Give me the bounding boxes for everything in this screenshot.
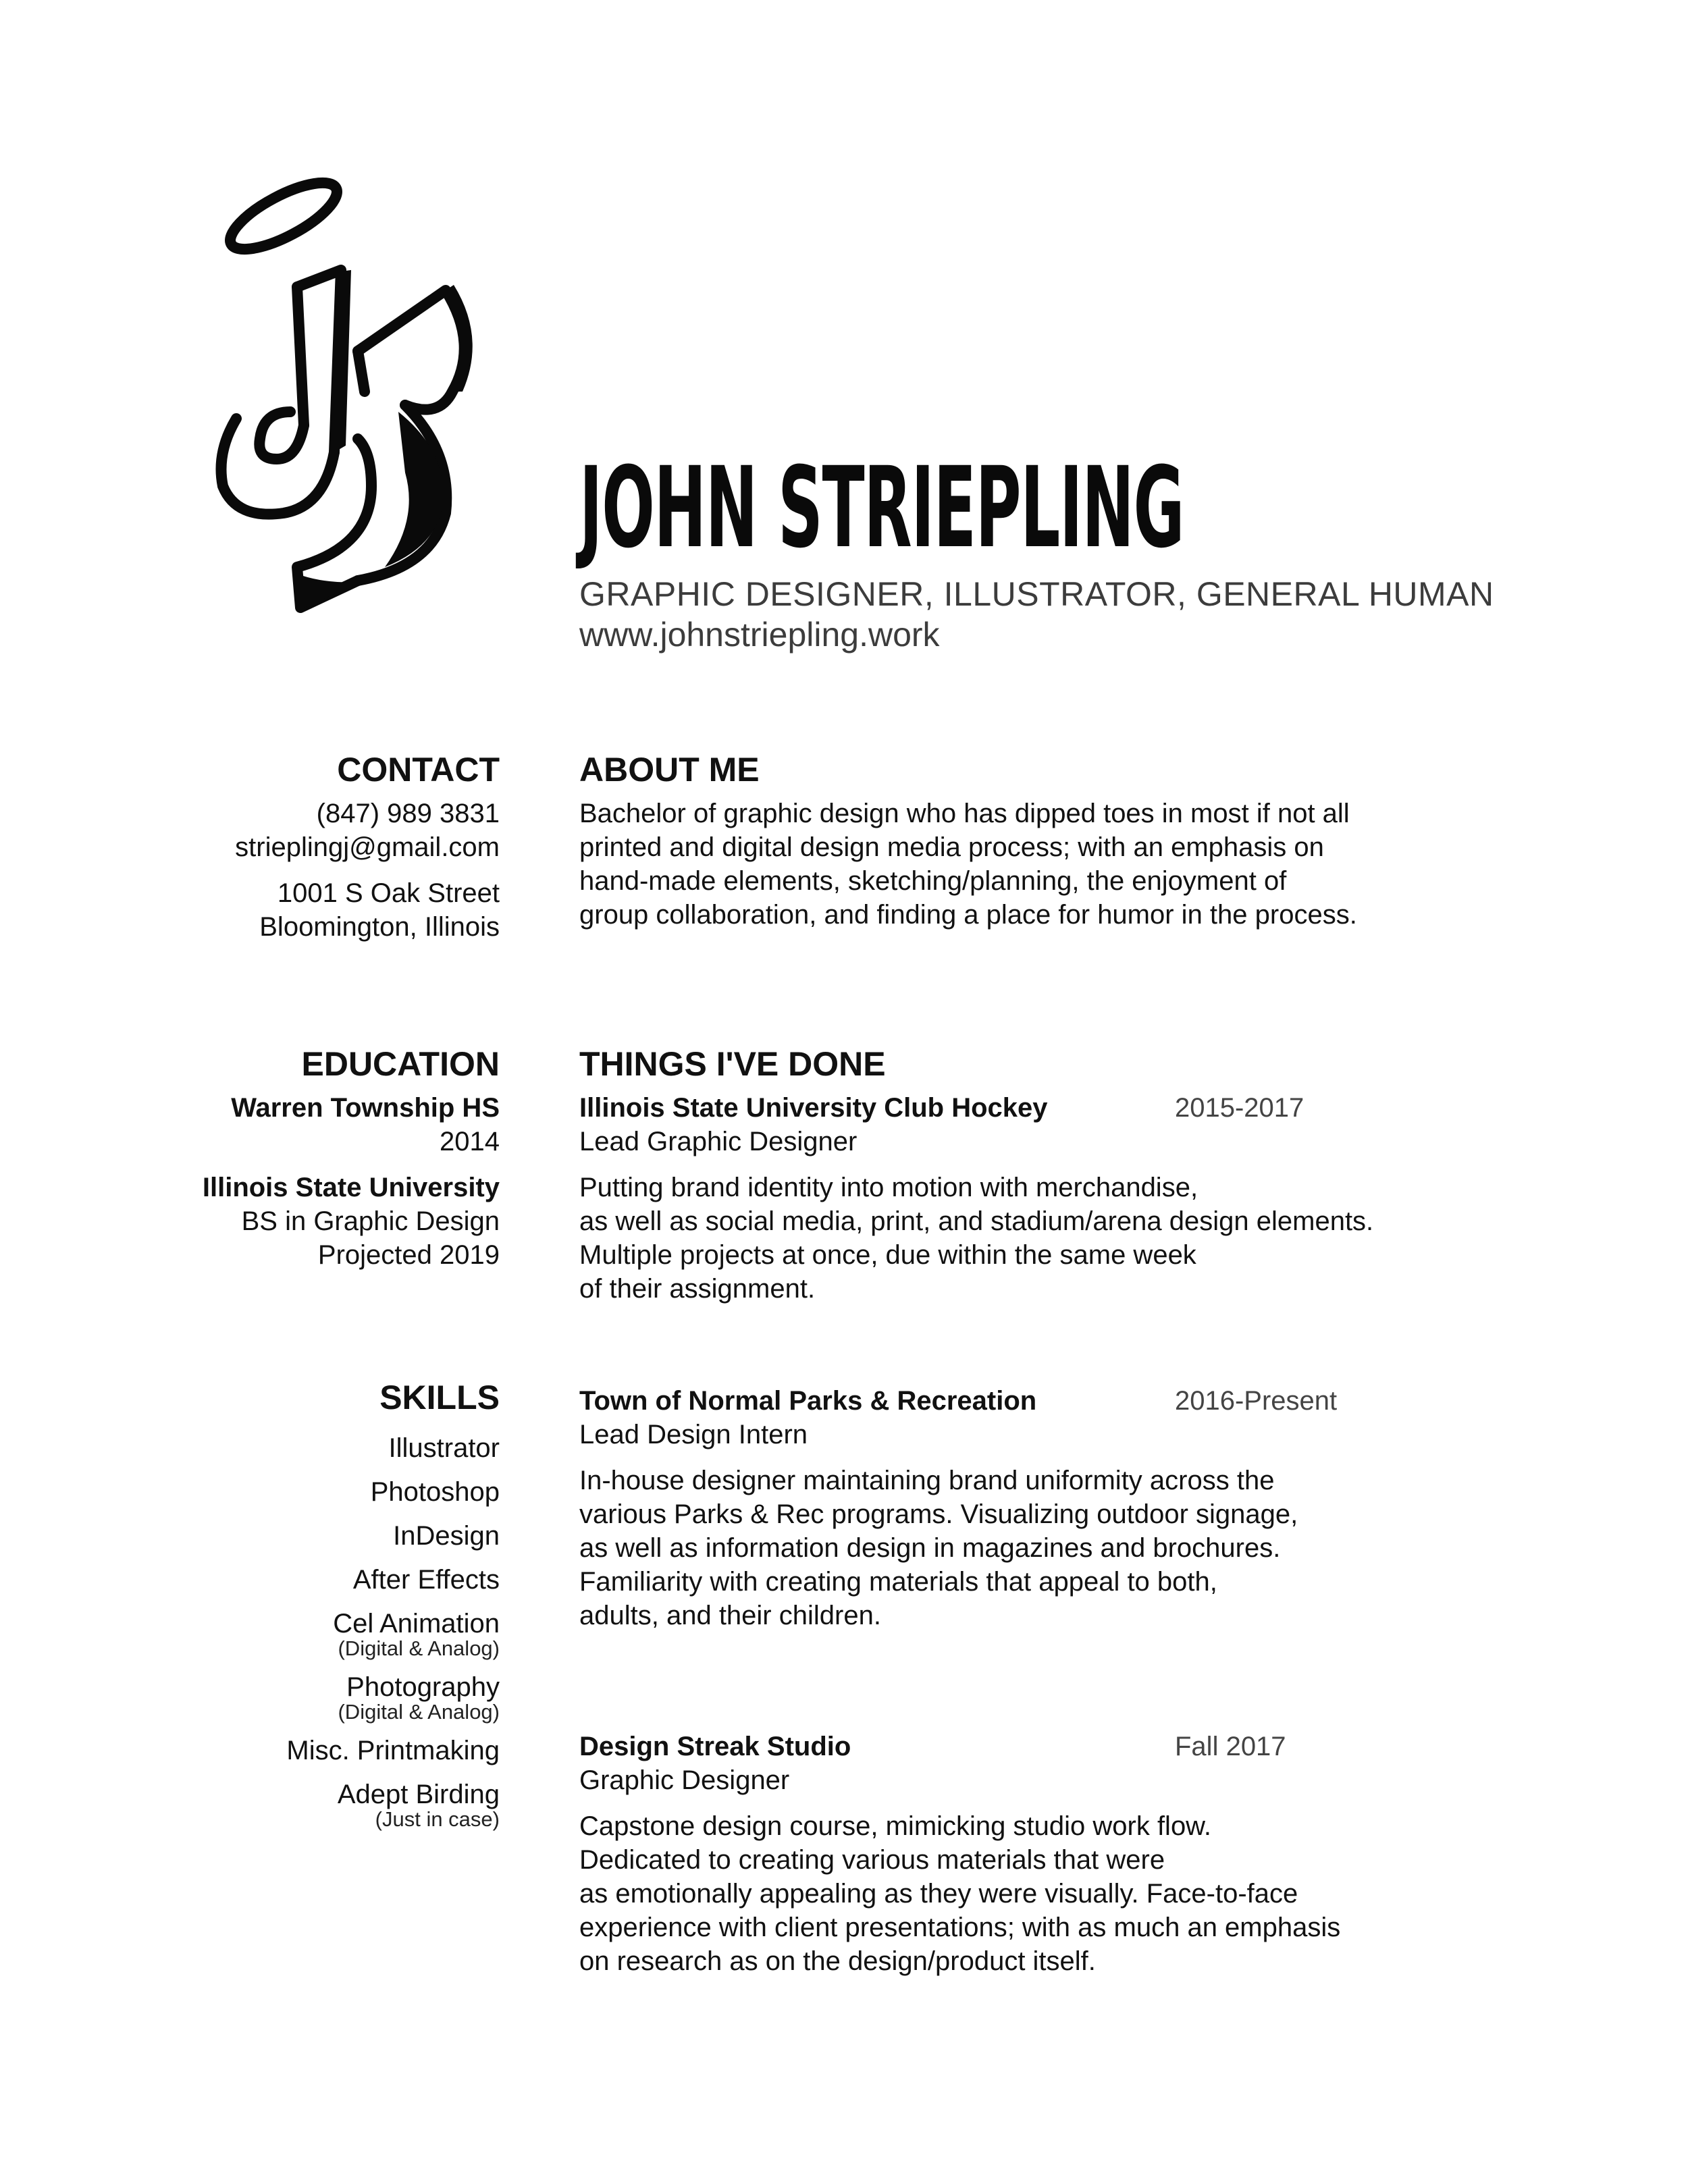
job-desc-line: experience with client presentations; with as much an emphasis — [579, 1913, 1341, 1942]
about-section — [579, 749, 1606, 932]
skill-item: Illustrator — [388, 1433, 500, 1463]
skill-note: (Digital & Analog) — [338, 1700, 500, 1724]
experience-section — [579, 1044, 1606, 1306]
about-line: hand-made elements, sketching/planning, the enjoyment of — [579, 866, 1287, 896]
js-monogram-logo — [203, 169, 513, 621]
skill-note: (Digital & Analog) — [338, 1636, 500, 1660]
education-section — [81, 1044, 500, 1272]
job-entry — [579, 1730, 1606, 1978]
contact-section — [81, 749, 500, 944]
job-role: Graphic Designer — [579, 1765, 790, 1795]
tagline: GRAPHIC DESIGNER, ILLUSTRATOR, GENERAL HUMAN — [579, 575, 1494, 613]
contact-heading: CONTACT — [337, 751, 500, 789]
job-dates: 2016-Present — [1175, 1386, 1338, 1416]
job-desc-line: Capstone design course, mimicking studio work flow. — [579, 1811, 1211, 1841]
school-name: Illinois State University — [202, 1173, 500, 1202]
job-desc-line: various Parks & Rec programs. Visualizing outdoor signage, — [579, 1499, 1298, 1529]
about-line: Bachelor of graphic design who has dipped toes in most if not all — [579, 799, 1350, 828]
school-detail: BS in Graphic Design — [241, 1206, 500, 1236]
skill-item: After Effects — [352, 1565, 500, 1595]
skill-item: Photography — [346, 1672, 500, 1702]
job-org: Town of Normal Parks & Recreation — [579, 1386, 1037, 1416]
skills-heading: SKILLS — [379, 1379, 500, 1416]
job-org: Illinois State University Club Hockey — [579, 1093, 1048, 1123]
contact-phone[interactable]: (847) 989 3831 — [316, 799, 500, 828]
job-desc-line: In-house designer maintaining brand uniformity across the — [579, 1466, 1275, 1495]
experience-heading: THINGS I'VE DONE — [579, 1045, 886, 1083]
education-heading: EDUCATION — [301, 1045, 500, 1083]
skill-item: Cel Animation — [333, 1609, 500, 1639]
job-org: Design Streak Studio — [579, 1732, 851, 1761]
person-name: JOHN STRIEPLING — [579, 443, 1184, 572]
about-line: group collaboration, and finding a place for humor in the process. — [579, 900, 1357, 930]
job-role: Lead Graphic Designer — [579, 1127, 858, 1156]
contact-address-line1: 1001 S Oak Street — [277, 878, 500, 908]
job-entry — [579, 1091, 1606, 1306]
contact-email[interactable]: strieplingj@gmail.com — [235, 832, 500, 862]
skill-item: Photoshop — [370, 1477, 500, 1507]
job-desc-line: Familiarity with creating materials that appeal to both, — [579, 1567, 1217, 1597]
skill-item: Misc. Printmaking — [286, 1736, 500, 1765]
job-dates: 2015-2017 — [1175, 1093, 1304, 1123]
job-role: Lead Design Intern — [579, 1420, 808, 1449]
job-desc-line: as well as social media, print, and stadium/arena design elements. — [579, 1206, 1374, 1236]
skill-note: (Just in case) — [375, 1807, 500, 1831]
job-desc-line: as well as information design in magazines and brochures. — [579, 1533, 1281, 1563]
website-link[interactable]: www.johnstriepling.work — [579, 616, 940, 654]
school-detail: Projected 2019 — [317, 1240, 500, 1270]
job-dates: Fall 2017 — [1175, 1732, 1286, 1761]
job-desc-line: Dedicated to creating various materials that were — [579, 1845, 1165, 1875]
job-desc-line: adults, and their children. — [579, 1601, 881, 1630]
job-desc-line: of their assignment. — [579, 1274, 816, 1304]
job-desc-line: Putting brand identity into motion with merchandise, — [579, 1173, 1198, 1202]
school-name: Warren Township HS — [231, 1093, 500, 1123]
job-desc-line: as emotionally appealing as they were visually. Face-to-face — [579, 1879, 1298, 1909]
job-entry — [579, 1384, 1606, 1632]
skill-item: Adept Birding — [337, 1780, 500, 1809]
about-heading: ABOUT ME — [579, 751, 760, 789]
about-line: printed and digital design media process; with an emphasis on — [579, 832, 1324, 862]
school-detail: 2014 — [440, 1127, 500, 1156]
contact-address-line2: Bloomington, Illinois — [259, 912, 500, 942]
skill-item: InDesign — [393, 1521, 500, 1551]
job-desc-line: Multiple projects at once, due within the same week — [579, 1240, 1196, 1270]
skills-section — [81, 1377, 500, 1841]
job-desc-line: on research as on the design/product itself. — [579, 1946, 1096, 1976]
